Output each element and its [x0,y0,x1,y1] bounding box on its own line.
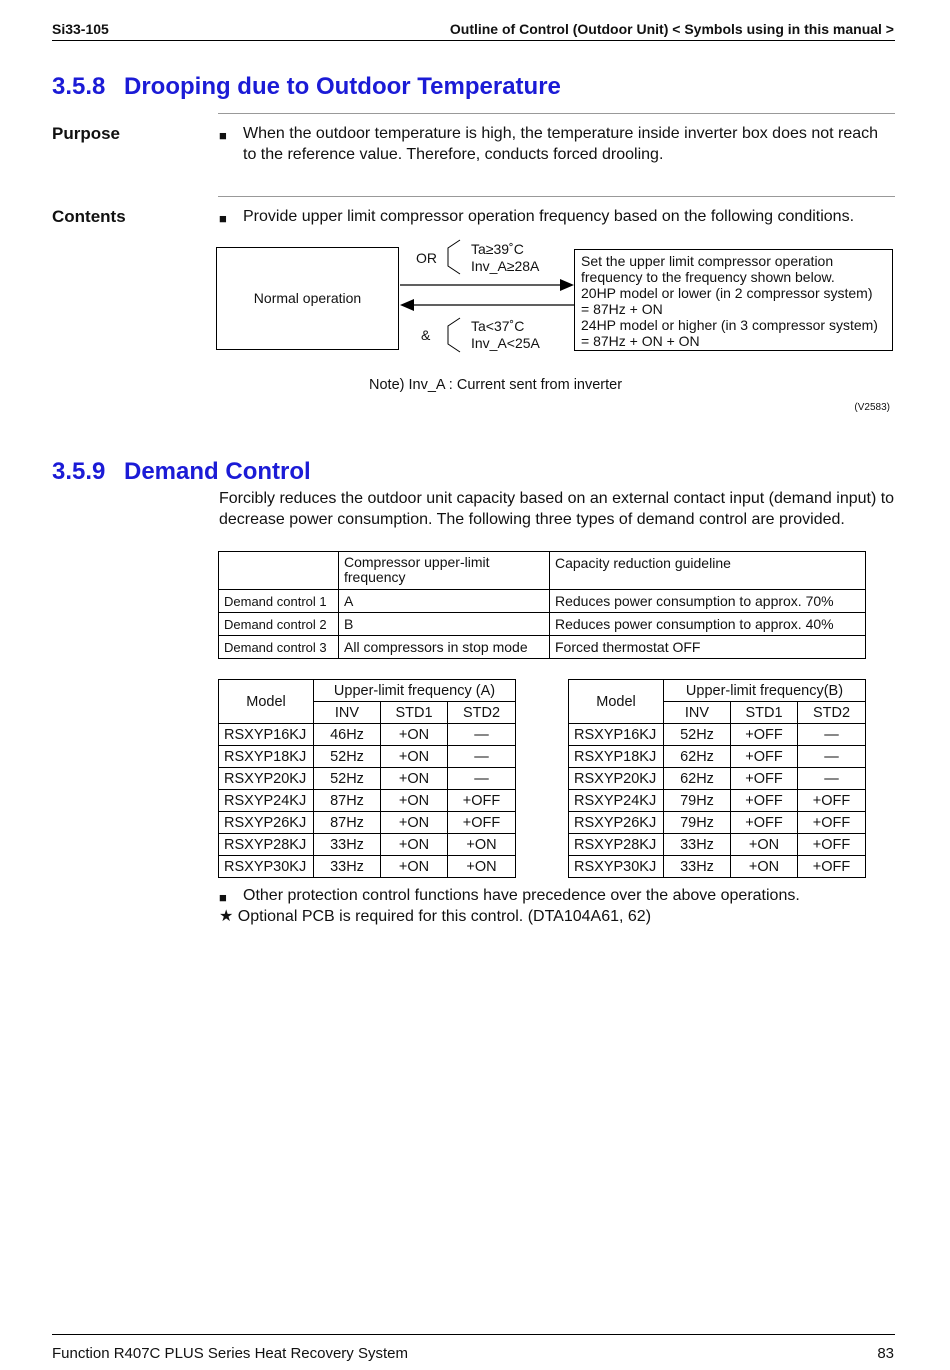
table-cell: RSXYP24KJ [219,790,314,812]
table-header-cell: Upper-limit frequency (A) [314,680,516,702]
table-cell: 79Hz [664,790,731,812]
table-cell: RSXYP26KJ [219,812,314,834]
table-cell: +OFF [731,812,798,834]
contents-label: Contents [52,207,126,226]
table-row [569,812,866,834]
table-header-cell: Model [219,680,314,724]
table-cell: +OFF [798,856,866,878]
table-cell: RSXYP30KJ [219,856,314,878]
running-header-title: Outline of Control (Outdoor Unit) < Symbols using in this manual > [449,21,894,37]
table-cell: Reduces power consumption to approx. 70% [550,590,866,613]
normal-operation-label: Normal operation [253,290,362,306]
table-header-cell: Compressor upper-limit frequency [339,552,550,590]
table-cell: — [798,768,866,790]
table-cell: +ON [381,768,448,790]
table-cell: +OFF [448,812,516,834]
table-cell: — [798,724,866,746]
table-cell: A [339,590,550,613]
footer-rule [52,1334,895,1335]
table-cell: +OFF [798,790,866,812]
table-cell: RSXYP18KJ [219,746,314,768]
lower-condition-bracket [448,318,460,352]
table-row [219,790,516,812]
table-header-cell: INV [664,702,731,724]
table-cell: RSXYP28KJ [569,834,664,856]
upper-limit-line: frequency to the frequency shown below. [581,269,835,285]
table-cell: RSXYP26KJ [569,812,664,834]
precedence-note: ■ Other protection control functions have precedence over the above operations. [219,885,895,908]
table-cell: +OFF [798,812,866,834]
table-cell: RSXYP24KJ [569,790,664,812]
table-cell: +ON [381,790,448,812]
upper-limit-line: Set the upper limit compressor operation [581,253,834,269]
table-cell: RSXYP20KJ [219,768,314,790]
condition-inv-a-high: Inv_A≥28A [471,258,540,274]
condition-inv-a-low: Inv_A<25A [471,335,540,351]
diagram-connectors [0,0,950,420]
demand-control-table [218,551,866,659]
upper-limit-frequency-b-table [568,679,866,878]
table-header-row [569,680,866,702]
table-cell: 62Hz [664,746,731,768]
table-cell: RSXYP16KJ [219,724,314,746]
upper-limit-line: 20HP model or lower (in 2 compressor system) [581,285,873,301]
table-cell: RSXYP16KJ [569,724,664,746]
table-row [219,636,866,659]
table-cell: RSXYP20KJ [569,768,664,790]
table-cell: +OFF [731,746,798,768]
condition-ta-high: Ta≥39˚C [471,241,524,257]
table-header-cell: Model [569,680,664,724]
table-cell: Forced thermostat OFF [550,636,866,659]
table-cell: RSXYP30KJ [569,856,664,878]
table-cell: B [339,613,550,636]
table-cell: +OFF [798,834,866,856]
table-row [219,746,516,768]
table-cell: +ON [381,746,448,768]
table-header-cell [219,552,339,590]
upper-limit-frequency-a-table [218,679,516,878]
condition-ta-low: Ta<37˚C [471,318,525,334]
upper-limit-line: 24HP model or higher (in 3 compressor system) [581,317,878,333]
figure-id: (V2583) [854,402,890,413]
table-row [219,834,516,856]
table-header-cell: STD1 [731,702,798,724]
table-row [569,856,866,878]
section-heading-3-5-9: 3.5.9 Demand Control [52,458,311,485]
purpose-text: ■ When the outdoor temperature is high, the temperature inside inverter box does not reach to the reference value. Therefore, conducts forced drooling. [219,125,879,163]
table-header-cell: INV [314,702,381,724]
table-cell: 33Hz [664,834,731,856]
and-operator: & [421,327,431,343]
footer-title: Function R407C PLUS Series Heat Recovery System [52,1345,408,1362]
arrow-right-head-icon [560,279,574,291]
table-cell: Demand control 3 [219,636,339,659]
contents-text: ■ Provide upper limit compressor operation frequency based on the following conditions. [219,206,895,229]
table-cell: +ON [381,812,448,834]
table-cell: 79Hz [664,812,731,834]
table-header-cell: Capacity reduction guideline [550,552,866,590]
table-cell: +ON [448,856,516,878]
arrow-left-head-icon [400,299,414,311]
table-header-cell: STD2 [798,702,866,724]
table-row [569,834,866,856]
table-header-cell: STD1 [381,702,448,724]
table-cell: RSXYP28KJ [219,834,314,856]
diagram-note: Note) Inv_A : Current sent from inverter [369,377,623,393]
or-operator: OR [416,250,437,266]
table-header-cell: Upper-limit frequency(B) [664,680,866,702]
table-cell: 87Hz [314,812,381,834]
table-cell: — [448,724,516,746]
table-row [219,613,866,636]
table-cell: +ON [381,856,448,878]
table-cell: 52Hz [314,768,381,790]
table-cell: +ON [381,834,448,856]
optional-pcb-note: ★ Optional PCB is required for this control. (DTA104A61, 62) [219,908,652,925]
table-cell: 87Hz [314,790,381,812]
table-cell: All compressors in stop mode [339,636,550,659]
table-header-cell: STD2 [448,702,516,724]
table-cell: +OFF [731,724,798,746]
table-cell: Demand control 1 [219,590,339,613]
table-cell: RSXYP18KJ [569,746,664,768]
table-cell: 52Hz [314,746,381,768]
table-row [219,768,516,790]
bullet-square-icon: ■ [219,128,227,143]
upper-limit-line: = 87Hz + ON + ON [581,333,700,349]
table-cell: +ON [448,834,516,856]
table-cell: +OFF [731,790,798,812]
table-cell: — [798,746,866,768]
table-cell: +OFF [448,790,516,812]
section-heading-3-5-8: 3.5.8 Drooping due to Outdoor Temperature [52,73,561,100]
bullet-square-icon: ■ [219,211,227,226]
table-cell: +ON [381,724,448,746]
table-cell: +ON [731,834,798,856]
upper-condition-bracket [448,240,460,274]
table-cell: — [448,768,516,790]
table-cell: — [448,746,516,768]
page-number: 83 [877,1345,894,1362]
table-cell: 33Hz [314,856,381,878]
table-cell: 52Hz [664,724,731,746]
table-cell: +ON [731,856,798,878]
table-row [569,790,866,812]
table-cell: +OFF [731,768,798,790]
table-cell: 46Hz [314,724,381,746]
demand-intro: Forcibly reduces the outdoor unit capacity based on an external contact input (demand input) to decrease power consumption. The following three types of demand control are provided. [219,490,895,528]
table-header-row [219,552,866,590]
doc-id: Si33-105 [52,21,109,37]
table-row [569,724,866,746]
upper-limit-line: = 87Hz + ON [581,301,663,317]
table-cell: Demand control 2 [219,613,339,636]
table-row [219,724,516,746]
table-row [219,590,866,613]
table-row [219,812,516,834]
table-cell: 33Hz [664,856,731,878]
table-cell: 62Hz [664,768,731,790]
upper-limit-box [574,249,893,351]
table-cell: Reduces power consumption to approx. 40% [550,613,866,636]
table-row [219,856,516,878]
bullet-square-icon: ■ [219,890,227,905]
table-header-row [219,680,516,702]
table-row [569,768,866,790]
purpose-label: Purpose [52,124,121,143]
table-cell: 33Hz [314,834,381,856]
table-row [569,746,866,768]
